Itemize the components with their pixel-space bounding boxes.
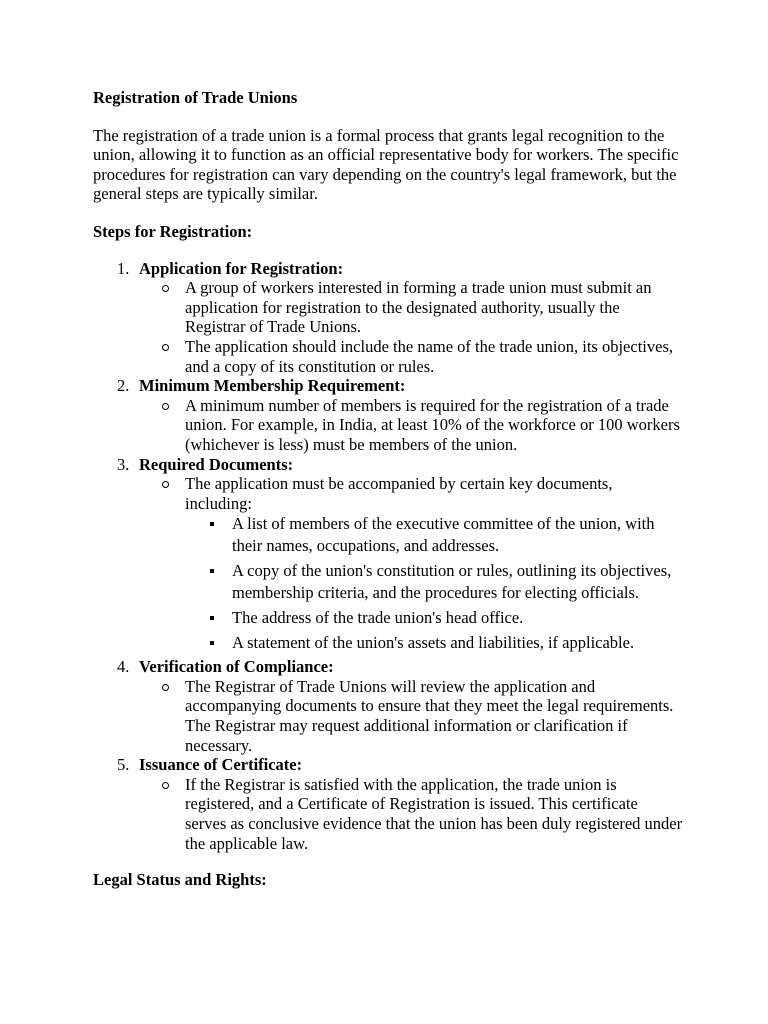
step-item <box>117 258 683 377</box>
list-item-text: The address of the trade union's head office. <box>232 608 524 628</box>
step-heading: Required Documents: <box>139 454 294 474</box>
circle-bullet-icon <box>162 782 169 789</box>
list-item <box>232 560 683 604</box>
document-page <box>93 88 683 890</box>
list-item <box>232 632 683 654</box>
step-item <box>117 755 683 853</box>
step-heading: Application for Registration: <box>139 258 344 278</box>
list-item-text: A minimum number of members is required for the registration of a trade union. For example, in India, at least 10% of the workforce or 100 workers (whichever is less) must be members of the union. <box>185 395 680 454</box>
steps-heading: Steps for Registration: <box>93 221 253 241</box>
circle-bullet-icon <box>162 481 169 488</box>
step-number: 1. <box>117 258 130 278</box>
step-number: 2. <box>117 376 130 396</box>
step-item <box>117 454 683 655</box>
step-item <box>117 657 683 755</box>
list-item-text: A group of workers interested in forming a trade union must submit an application for registration to the designated authority, usually the Registrar of Trade Unions. <box>185 278 652 337</box>
step-sublist <box>139 775 683 853</box>
step-heading: Verification of Compliance: <box>139 657 334 677</box>
legal-status-heading: Legal Status and Rights: <box>93 870 267 890</box>
square-bullet-icon <box>210 522 214 526</box>
circle-bullet-icon <box>162 344 169 351</box>
list-item <box>232 607 683 629</box>
list-item-text: The application must be accompanied by certain key documents, including: <box>185 474 613 513</box>
square-bullet-icon <box>210 641 214 645</box>
list-item <box>185 474 683 654</box>
circle-bullet-icon <box>162 684 169 691</box>
circle-bullet-icon <box>162 285 169 292</box>
step-number: 4. <box>117 657 130 677</box>
step-sublist <box>139 278 683 376</box>
square-bullet-icon <box>210 616 214 620</box>
circle-bullet-icon <box>162 403 169 410</box>
list-item <box>185 337 683 376</box>
step-sublist <box>139 396 683 455</box>
list-item-text: A statement of the union's assets and liabilities, if applicable. <box>232 633 635 653</box>
step-heading: Issuance of Certificate: <box>139 755 303 775</box>
document-title: Registration of Trade Unions <box>93 88 298 107</box>
list-item-text: The application should include the name of the trade union, its objectives, and a copy of its constitution or rules. <box>185 336 673 376</box>
list-item <box>232 513 683 557</box>
step-sublist <box>139 474 683 654</box>
steps-list <box>93 259 683 854</box>
list-item-text: If the Registrar is satisfied with the application, the trade union is registered, and a Certificate of Registration is issued. This certificate serves as conclusive evidence that the union has been duly registered under the applicable law. <box>185 774 683 853</box>
list-item <box>185 677 683 755</box>
list-item-text: A list of members of the executive committee of the union, with their names, occupations, and addresses. <box>232 514 655 556</box>
step-heading: Minimum Membership Requirement: <box>139 376 406 396</box>
intro-paragraph: The registration of a trade union is a formal process that grants legal recognition to the union, allowing it to function as an official representative body for workers. The specific procedures for registration can vary depending on the country's legal framework, but the general steps are typically similar. <box>93 125 679 204</box>
document-sublist <box>185 513 683 654</box>
list-item <box>185 396 683 455</box>
step-number: 5. <box>117 755 130 775</box>
square-bullet-icon <box>210 569 214 573</box>
step-sublist <box>139 677 683 755</box>
step-number: 3. <box>117 454 130 474</box>
list-item-text: A copy of the union's constitution or rules, outlining its objectives, membership criteria, and the procedures for electing officials. <box>232 561 672 603</box>
list-item-text: The Registrar of Trade Unions will review the application and accompanying documents to ensure that they meet the legal requirements. The Registrar may request additional information or clarification if necessary. <box>185 676 674 755</box>
list-item <box>185 278 683 337</box>
list-item <box>185 775 683 853</box>
step-item <box>117 376 683 454</box>
